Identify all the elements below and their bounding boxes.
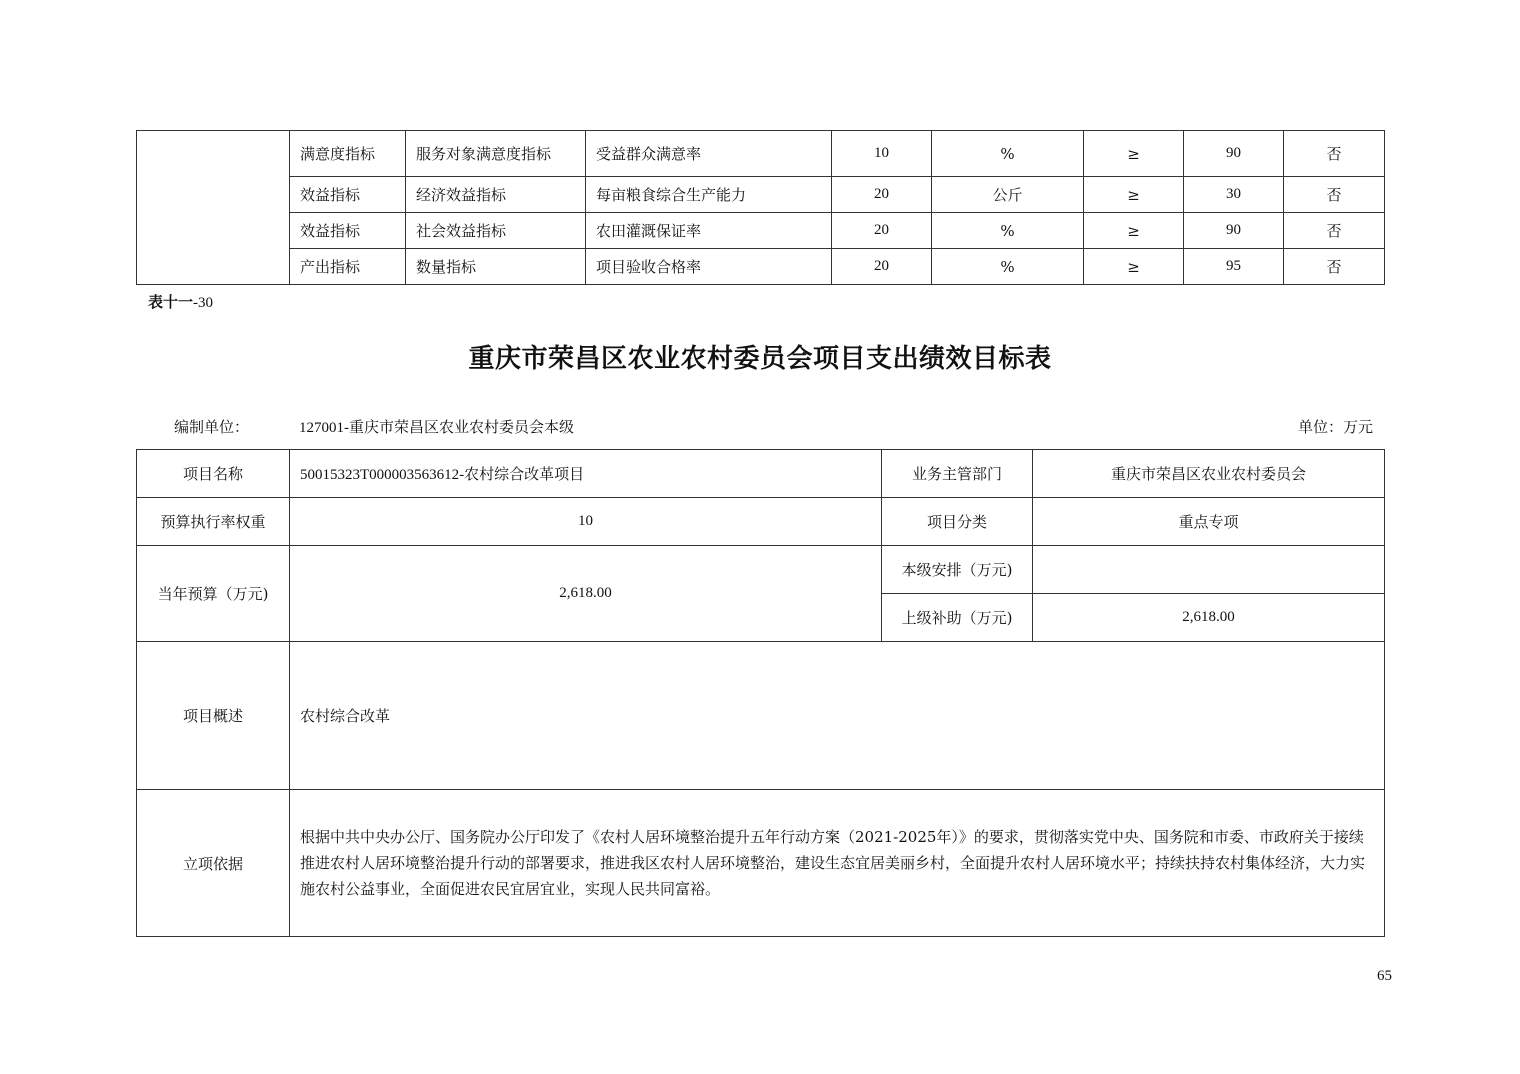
indicator-level2: 数量指标 [406, 249, 586, 285]
indicator-operator: ≥ [1084, 177, 1184, 213]
upper-subsidy-label: 上级补助（万元) [882, 594, 1033, 642]
indicator-value: 95 [1184, 249, 1284, 285]
local-arrangement-value [1033, 546, 1385, 594]
indicator-name: 每亩粮食综合生产能力 [586, 177, 832, 213]
indicator-level2: 经济效益指标 [406, 177, 586, 213]
indicator-flag: 否 [1284, 249, 1385, 285]
indicator-flag: 否 [1284, 131, 1385, 177]
indicator-value: 90 [1184, 131, 1284, 177]
table-row [137, 131, 1385, 177]
indicator-operator: ≥ [1084, 249, 1184, 285]
indicator-level1: 产出指标 [290, 249, 406, 285]
indicator-unit: % [932, 249, 1084, 285]
page-title: 重庆市荣昌区农业农村委员会项目支出绩效目标表 [468, 344, 1052, 374]
indicator-value: 90 [1184, 213, 1284, 249]
merged-empty-cell [137, 131, 290, 285]
table-row [137, 546, 1385, 594]
upper-subsidy-value: 2,618.00 [1033, 594, 1385, 642]
annual-budget-label: 当年预算（万元) [137, 546, 290, 642]
indicator-unit: % [932, 131, 1084, 177]
indicator-weight: 20 [832, 177, 932, 213]
indicator-operator: ≥ [1084, 131, 1184, 177]
page-number: 65 [1377, 968, 1392, 984]
indicator-weight: 10 [832, 131, 932, 177]
budget-weight-label: 预算执行率权重 [137, 498, 290, 546]
indicator-flag: 否 [1284, 213, 1385, 249]
project-basis-value: 根据中共中央办公厅、国务院办公厅印发了《农村人居环境整治提升五年行动方案（2021-2025年）》的要求，贯彻落实党中央、国务院和市委、市政府关于接续推进农村人居环境整治提升行动的部署要求，推进我区农村人居环境整治，建设生态宜居美丽乡村，全面提升农村人居环境水平；持续扶持农村集体经济，大力实施农村公益事业，全面促进农民宜居宜业，实现人民共同富裕。 [290, 790, 1385, 937]
department-label: 业务主管部门 [882, 450, 1033, 498]
indicator-value: 30 [1184, 177, 1284, 213]
indicator-level1: 满意度指标 [290, 131, 406, 177]
indicator-unit: % [932, 213, 1084, 249]
indicator-weight: 20 [832, 249, 932, 285]
table-row [137, 213, 1385, 249]
budget-weight-value: 10 [290, 498, 882, 546]
currency-unit: 单位：万元 [1297, 418, 1373, 436]
table-row [137, 498, 1385, 546]
indicator-name: 受益群众满意率 [586, 131, 832, 177]
indicator-level2: 社会效益指标 [406, 213, 586, 249]
indicator-operator: ≥ [1084, 213, 1184, 249]
project-summary-label: 项目概述 [137, 642, 290, 790]
compiling-unit-label: 编制单位： [174, 418, 250, 436]
indicator-weight: 20 [832, 213, 932, 249]
project-name-label: 项目名称 [137, 450, 290, 498]
project-name-value: 50015323T000003563612-农村综合改革项目 [290, 450, 882, 498]
indicator-level1: 效益指标 [290, 177, 406, 213]
table-number-suffix: -30 [193, 295, 214, 311]
department-value: 重庆市荣昌区农业农村委员会 [1033, 450, 1385, 498]
annual-budget-value: 2,618.00 [290, 546, 882, 642]
indicator-name: 农田灌溉保证率 [586, 213, 832, 249]
indicator-unit: 公斤 [932, 177, 1084, 213]
indicator-flag: 否 [1284, 177, 1385, 213]
table-row [137, 249, 1385, 285]
table-row [137, 790, 1385, 937]
local-arrangement-label: 本级安排（万元) [882, 546, 1033, 594]
project-target-table [136, 449, 1385, 937]
indicator-level1: 效益指标 [290, 213, 406, 249]
table-number [148, 291, 213, 312]
project-summary-value: 农村综合改革 [290, 642, 1385, 790]
previous-indicator-table [136, 130, 1385, 285]
indicator-level2: 服务对象满意度指标 [406, 131, 586, 177]
table-number-prefix: 表十一 [148, 293, 194, 311]
project-basis-label: 立项依据 [137, 790, 290, 937]
category-value: 重点专项 [1033, 498, 1385, 546]
table-row [137, 450, 1385, 498]
compiling-unit-value: 127001-重庆市荣昌区农业农村委员会本级 [299, 420, 574, 436]
category-label: 项目分类 [882, 498, 1033, 546]
table-row [137, 177, 1385, 213]
table-row [137, 642, 1385, 790]
indicator-name: 项目验收合格率 [586, 249, 832, 285]
